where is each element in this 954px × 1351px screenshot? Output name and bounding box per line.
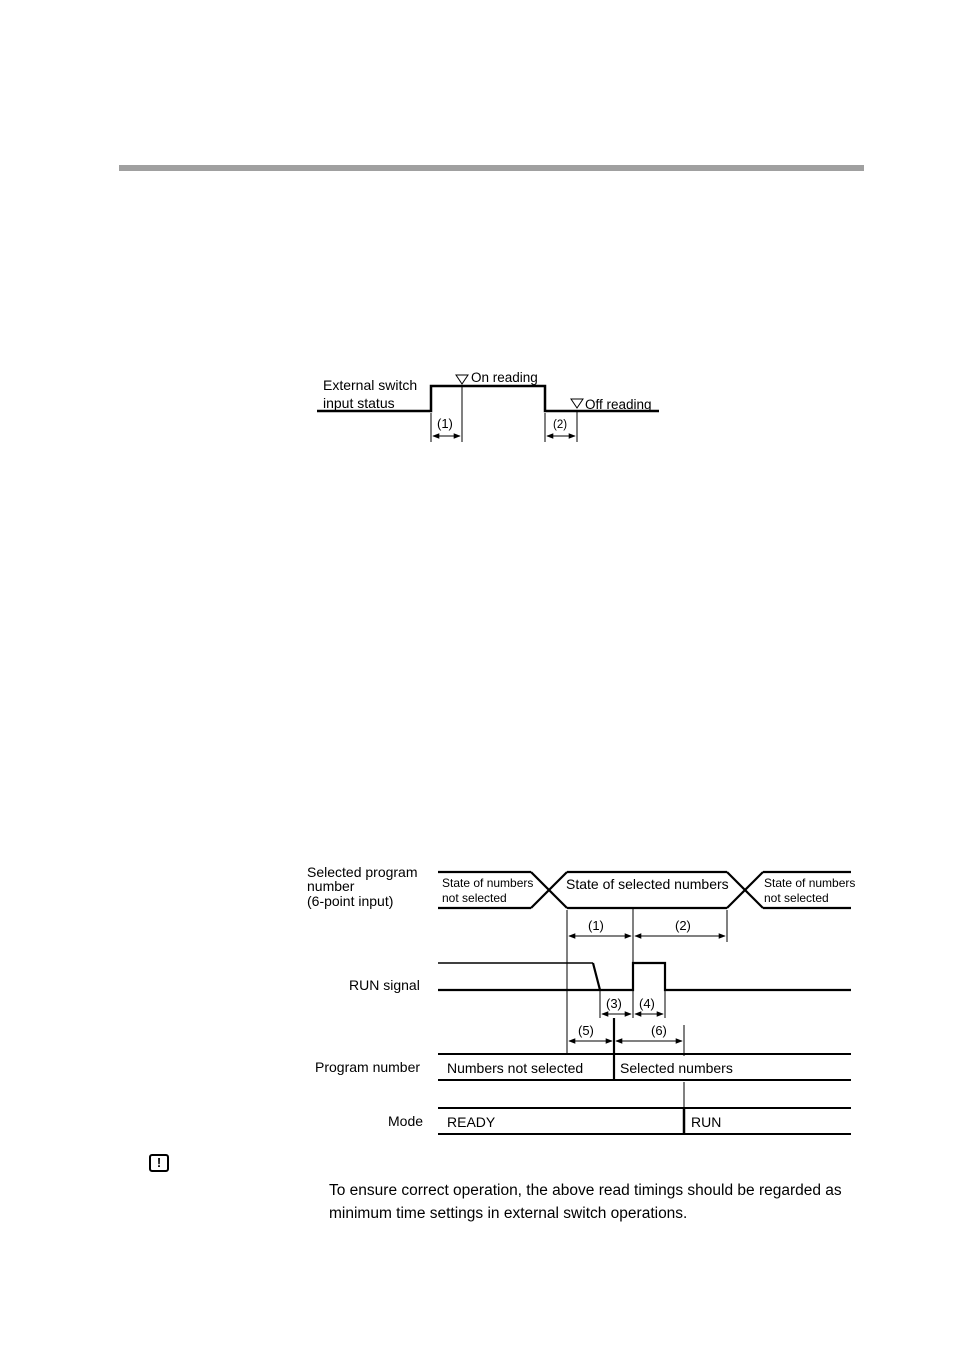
switch-timing-diagram [317,370,659,442]
mode-run-label: RUN [691,1114,722,1130]
caution-icon: ! [149,1154,169,1172]
selected-state-label: State of selected numbers [566,876,729,892]
off-reading-marker-icon [571,399,583,408]
interval-6-label: (6) [651,1023,667,1038]
interval-4-label: (4) [639,996,655,1011]
numbers-not-selected-label: Numbers not selected [447,1060,584,1076]
interval-1-label: (1) [588,918,604,933]
caution-note: To ensure correct operation, the above read timings should be regarded as minimum time settings in external switch operations. [329,1182,842,1222]
program-label-line3: (6-point input) [307,893,394,909]
switch-label-line2: input status [323,395,395,411]
interval-1-label: (1) [437,416,453,431]
mode-label: Mode [388,1113,424,1129]
interval-2-label: (2) [675,918,691,933]
on-reading-label: On reading [471,370,538,385]
not-selected-right-line1: State of numbers [764,876,856,890]
program-label-line1: Selected program [307,864,418,880]
interval-3-label: (3) [606,996,622,1011]
not-selected-left-line2: not selected [442,891,507,905]
program-label-line2: number [307,878,355,894]
program-selection-timing-diagram [307,864,855,1134]
program-number-label: Program number [315,1059,421,1075]
not-selected-left-line1: State of numbers [442,876,534,890]
off-reading-label: Off reading [585,397,652,412]
mode-waveform [438,1108,851,1134]
interval-2-label: (2) [553,419,568,431]
run-signal-label: RUN signal [349,977,420,993]
mode-ready-label: READY [447,1114,496,1130]
interval-5-label: (5) [578,1023,594,1038]
not-selected-right-line2: not selected [764,891,829,905]
switch-label-line1: External switch [323,377,418,393]
selected-numbers-label: Selected numbers [620,1060,733,1076]
run-signal-waveform [438,963,851,990]
on-reading-marker-icon [456,375,468,384]
